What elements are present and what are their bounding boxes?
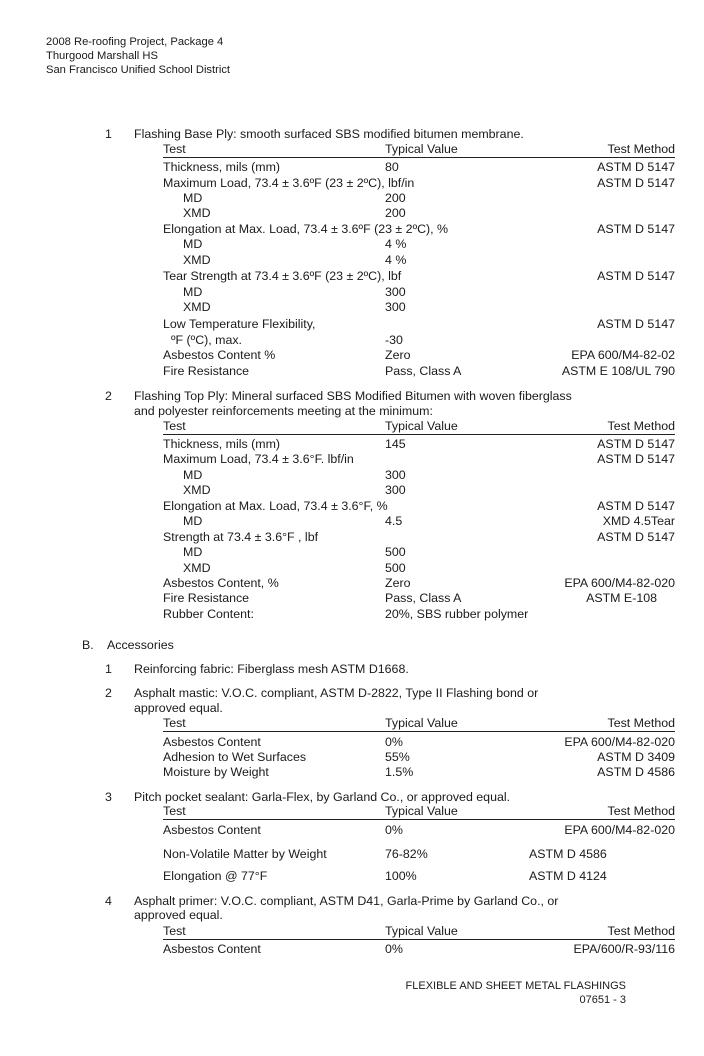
table-row: MD 300 — [183, 468, 406, 482]
b4-number: 4 — [105, 894, 112, 908]
table-row: Fire Resistance Pass, Class A ASTM E-108 — [163, 591, 657, 605]
b1-number: 1 — [105, 662, 112, 676]
b2-text: Asphalt mastic: V.O.C. compliant, ASTM D-2822, Type II Flashing bond or approved equal. — [134, 686, 539, 715]
table-row: Elongation at Max. Load, 73.4 ± 3.6°F, % ASTM D 5147 — [163, 499, 675, 513]
b1-text: Reinforcing fabric: Fiberglass mesh ASTM D1668. — [134, 662, 409, 676]
table-row: Moisture by Weight 1.5% ASTM D 4586 — [163, 765, 675, 779]
item2-title: Flashing Top Ply: Mineral surfaced SBS Modified Bitumen with woven fiberglass and polyester reinforcements meeting at the minimum: — [134, 389, 572, 418]
b4-table-header: Test Typical Value Test Method — [163, 924, 675, 938]
table-row: XMD 300 — [183, 483, 406, 497]
document-header — [46, 35, 230, 77]
table-row: Maximum Load, 73.4 ± 3.6°F. lbf/in ASTM D 5147 — [163, 452, 675, 466]
table-row: MD 500 — [183, 545, 406, 559]
item2-number: 2 — [105, 389, 112, 403]
b3-number: 3 — [105, 790, 112, 804]
table-row: Rubber Content: 20%, SBS rubber polymer — [163, 607, 529, 621]
footer-page-number: 07651 - 3 — [579, 994, 626, 1006]
table-row: Tear Strength at 73.4 ± 3.6ºF (23 ± 2ºC), lbf ASTM D 5147 — [163, 269, 675, 283]
footer-section-title: FLEXIBLE AND SHEET METAL FLASHINGS — [405, 980, 626, 992]
table-row: Fire Resistance Pass, Class A ASTM E 108/UL 790 — [163, 364, 675, 378]
table-row: Strength at 73.4 ± 3.6°F , lbf ASTM D 5147 — [163, 530, 675, 544]
table-row: MD 300 — [183, 285, 406, 299]
table-row: XMD 500 — [183, 561, 406, 575]
table-row: Elongation @ 77°F 100% ASTM D 4124 — [163, 869, 607, 883]
table-row: Thickness, mils (mm) 145 ASTM D 5147 — [163, 437, 675, 451]
b3-text: Pitch pocket sealant: Garla-Flex, by Garland Co., or approved equal. — [134, 790, 511, 804]
footer — [406, 979, 626, 1007]
item1-title: Flashing Base Ply: smooth surfaced SBS modified bitumen membrane. — [134, 127, 524, 141]
table-row: ºF (ºC), max. -30 — [171, 333, 403, 347]
b3-table-header: Test Typical Value Test Method — [163, 804, 675, 818]
item2-table-header: Test Typical Value Test Method — [163, 419, 675, 433]
table-row: XMD 200 — [183, 206, 406, 220]
table-row: XMD 300 — [183, 300, 406, 314]
item1-number: 1 — [105, 127, 112, 141]
table-row: MD 4.5 XMD 4.5Tear — [183, 514, 675, 528]
table-row: MD 4 % — [183, 237, 407, 251]
table-row: Elongation at Max. Load, 73.4 ± 3.6ºF (23 ± 2ºC), % ASTM D 5147 — [163, 222, 675, 236]
table-row: Asbestos Content 0% EPA 600/M4-82-020 — [163, 735, 675, 749]
table-row: Asbestos Content 0% EPA 600/M4-82-020 — [163, 823, 675, 837]
section-b-title: Accessories — [107, 638, 174, 652]
col-method-header: Test Method — [607, 142, 675, 156]
table-row: Low Temperature Flexibility, ASTM D 5147 — [163, 317, 675, 331]
col-test-header: Test — [163, 142, 186, 156]
section-b-label: B. — [82, 638, 94, 652]
b2-number: 2 — [105, 686, 112, 700]
b2-table-header: Test Typical Value Test Method — [163, 716, 675, 730]
table-row: Asbestos Content % Zero EPA 600/M4-82-02 — [163, 348, 675, 362]
school-name: Thurgood Marshall HS — [46, 50, 158, 62]
table-row: Asbestos Content 0% EPA/600/R-93/116 — [163, 942, 675, 956]
table-row: Adhesion to Wet Surfaces 55% ASTM D 3409 — [163, 750, 675, 764]
item1-table-header — [163, 142, 675, 158]
district-name: San Francisco Unified School District — [46, 64, 231, 76]
project-title: 2008 Re-roofing Project, Package 4 — [46, 36, 224, 48]
col-value-header: Typical Value — [385, 142, 458, 156]
table-row: MD 200 — [183, 191, 406, 205]
table-row: Thickness, mils (mm) 80 ASTM D 5147 — [163, 160, 675, 174]
table-row: Non-Volatile Matter by Weight 76-82% ASTM D 4586 — [163, 847, 607, 861]
table-row: XMD 4 % — [183, 253, 407, 267]
b4-text: Asphalt primer: V.O.C. compliant, ASTM D41, Garla-Prime by Garland Co., or approved equal. — [134, 894, 559, 922]
table-row: Maximum Load, 73.4 ± 3.6ºF (23 ± 2ºC), lbf/in ASTM D 5147 — [163, 176, 675, 190]
table-row: Asbestos Content, % Zero EPA 600/M4-82-020 — [163, 576, 675, 590]
